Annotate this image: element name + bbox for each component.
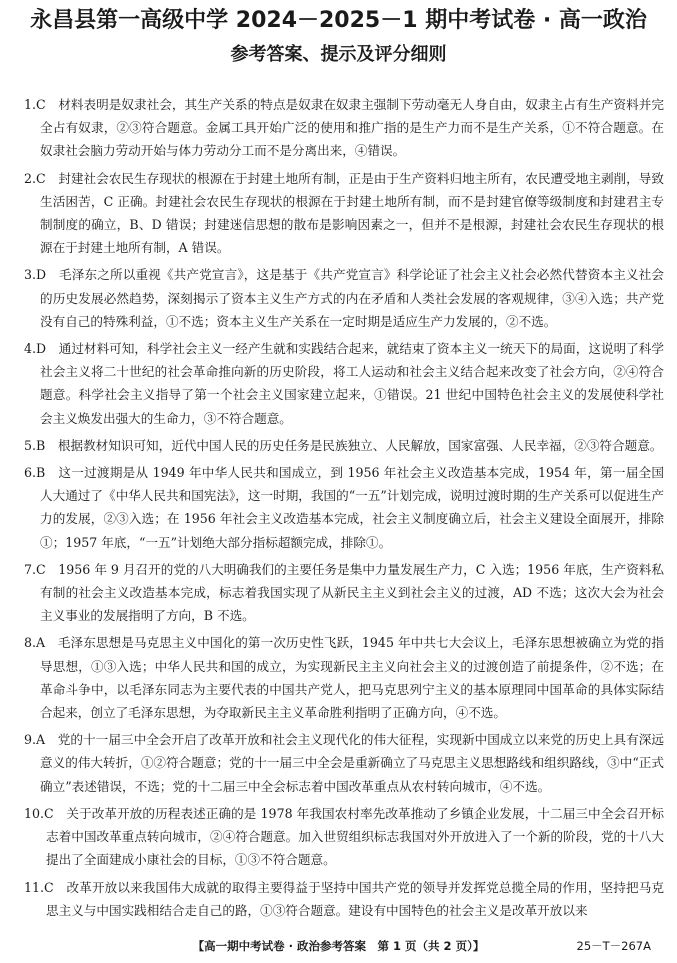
answer-item-1 [24,93,664,163]
answer-number: 11.C [24,879,54,895]
document-title: 永昌县第一高级中学 2024－2025－1 期中考试卷 · 高一政治 [30,8,647,33]
answer-explanation: 根据教材知识可知，近代中国人民的历史任务是民族独立、人民解放，国家富强、人民幸福，②③符合题意。 [57,437,663,453]
answer-explanation: 这一过渡期是从 1949 年中华人民共和国成立，到 1956 年社会主义改造基本完成，1954 年，第一届全国人大通过了《中华人民共和国宪法》，这一时期，我国的“一五”计划完成，说明过渡时期的生产关系可以促进生产力的发展，②③入选；在 1956 年社会主义改造基本完成，社会主义制度确立后，社会主义建设全面展开，排除①；1957 年底，“一五”计划绝大部分指标超额完成，排除①。 [40,465,665,550]
answer-item-10 [24,802,664,872]
footer-page-info: 【高一期中考试卷 · 政治参考答案 第 1 页（共 2 页）】 [192,939,485,953]
answer-number: 6.B [24,465,46,481]
answer-explanation: 通过材料可知，科学社会主义一经产生就和实践结合起来，就结束了资本主义一统天下的局面，这说明了科学社会主义将二十世纪的社会革命推向新的历史阶段，将工人运动和社会主义结合起来改变了社会方向，②④符合题意。科学社会主义指导了第一个社会主义国家建立起来，①错误。21 世纪中国特色社会主义的发展使科学社会主义焕发出强大的生命力，③不符合题意。 [40,341,665,426]
answer-explanation: 1956 年 9 月召开的党的八大明确我们的主要任务是集中力量发展生产力，C 入选；1956 年底，生产资料私有制的社会主义改造基本完成，标志着我国实现了从新民主主义到社会主义的过渡，AD 不选；这次大会为社会主义事业的发展指明了方向，B 不选。 [40,561,665,624]
answer-explanation: 毛泽东思想是马克思主义中国化的第一次历史性飞跃，1945 年中共七大会议上，毛泽东思想被确立为党的指导思想，①③入选；中华人民共和国的成立，为实现新民主主义向社会主义的过渡创造了前提条件，②不选；在革命斗争中，以毛泽东同志为主要代表的中国共产党人，把马克思列宁主义的基本原理同中国革命的具体实际结合起来，创立了毛泽东思想，为夺取新民主主义革命胜利指明了正确方向，④不选。 [40,635,664,721]
answer-list [24,93,664,926]
answer-item-7 [24,558,664,628]
answer-explanation: 毛泽东之所以重视《共产党宣言》，这是基于《共产党宣言》科学论证了社会主义社会必然代替资本主义社会的历史发展必然趋势，深刻揭示了资本主义生产方式的内在矛盾和人类社会发展的客观规律，③④入选；共产党没有自己的特殊利益，①不选；资本主义生产关系在一定时期是适应生产力发展的，②不选。 [40,267,665,329]
document-subtitle: 参考答案、提示及评分细则 [230,44,447,65]
answer-explanation: 封建社会农民生存现状的根源在于封建土地所有制，正是由于生产资料归地主所有，农民遭受地主剥削，导致生活困苦，C 正确。封建社会农民生存现状的根源在于封建土地所有制，而不是封建官僚等级制度和封建君主专制制度的确立，B、D 错误；封建迷信思想的散布是影响因素之一，但并不是根源，封建社会农民生存现状的根源在于封建土地所有制，A 错误。 [40,170,665,256]
answer-number: 3.D [24,267,47,283]
answer-item-4 [24,337,664,430]
answer-explanation: 材料表明是奴隶社会，其生产关系的特点是奴隶在奴隶主强制下劳动毫无人身自由，奴隶主占有生产资料并完全占有奴隶，②③符合题意。金属工具开始广泛的使用和推广指的是生产力而不是生产关系，①不符合题意。在奴隶社会脑力劳动开始与体力劳动分工而不是分离出来，④错误。 [40,97,665,159]
answer-item-6 [24,461,664,554]
answer-number: 1.C [24,97,46,112]
answer-explanation: 党的十一届三中全会开启了改革开放和社会主义现代化的伟大征程，实现新中国成立以来党的历史上具有深远意义的伟大转折，①②符合题意；党的十一届三中全会是重新确立了马克思主义思想路线和组织路线，③中“正式确立”表述错误，不选；党的十二届三中全会标志着中国改革重点从农村转向城市，④不选。 [40,732,665,794]
answer-item-11 [24,876,664,922]
answer-item-3 [24,263,664,333]
answer-number: 7.C [24,561,46,577]
answer-item-9 [24,728,664,798]
answer-number: 10.C [24,805,54,821]
answer-item-5 [24,434,664,457]
page-footer [0,936,677,956]
answer-number: 9.A [24,732,46,748]
answer-number: 5.B [24,437,46,453]
footer-exam-code: 25－T－267A [576,939,651,953]
answer-explanation: 改革开放以来我国伟大成就的取得主要得益于坚持中国共产党的领导并发挥党总揽全局的作用，坚持把马克思主义与中国实践相结合走自己的路，①③符合题意。建设有中国特色的社会主义是改革开放以来 [46,879,665,918]
answer-item-8 [24,631,664,724]
answer-explanation: 关于改革开放的历程表述正确的是 1978 年我国农村率先改革推动了乡镇企业发展，十二届三中全会召开标志着中国改革重点转向城市，②④符合题意。加入世贸组织标志我国对外开放进入了一个新的阶段，党的十八大提出了全面建成小康社会的目标，①③不符合题意。 [46,805,664,868]
answer-number: 4.D [24,341,47,357]
answer-number: 2.C [24,170,46,186]
answer-number: 8.A [24,635,46,651]
answer-item-2 [24,167,664,260]
